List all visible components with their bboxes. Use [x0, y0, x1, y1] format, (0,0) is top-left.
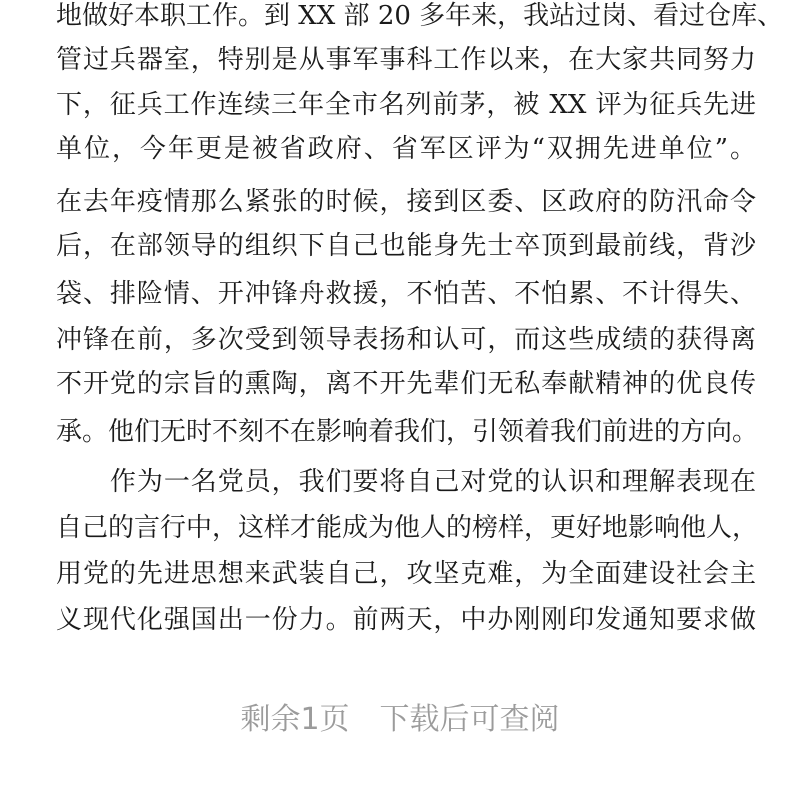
text-line: 作为一名党员，我们要将自己对党的认识和理解表现在 — [56, 467, 756, 497]
remaining-pages-notice: 剩余1页 下载后可查阅 — [240, 702, 560, 737]
text-line: 用党的先进思想来武装自己，攻坚克难，为全面建设社会主 — [56, 559, 756, 589]
text-line: 承。他们无时不刻不在影响着我们，引领着我们前进的方向。 — [56, 417, 759, 447]
text-line: 下，征兵工作连续三年全市名列前茅，被 XX 评为征兵先进 — [56, 90, 756, 120]
text-line: 袋、排险情、开冲锋舟救援，不怕苦、不怕累、不计得失、 — [56, 279, 756, 309]
text-line: 冲锋在前，多次受到领导表扬和认可，而这些成绩的获得离 — [56, 325, 756, 355]
text-line: 在去年疫情那么紧张的时候，接到区委、区政府的防汛命令 — [56, 187, 756, 217]
text-line: 自己的言行中，这样才能成为他人的榜样，更好地影响他人， — [56, 513, 759, 543]
text-line: 不开党的宗旨的熏陶，离不开先辈们无私奉献精神的优良传 — [56, 369, 756, 399]
text-line: 义现代化强国出一份力。前两天，中办刚刚印发通知要求做 — [56, 605, 756, 635]
text-line: 地做好本职工作。到 XX 部 20 多年来，我站过岗、看过仓库、 — [56, 1, 784, 31]
text-line: 后，在部领导的组织下自己也能身先士卒顶到最前线，背沙 — [56, 231, 756, 261]
text-line: 管过兵器室，特别是从事军事科工作以来，在大家共同努力 — [56, 45, 756, 75]
text-line: 单位，今年更是被省政府、省军区评为“双拥先进单位”。 — [56, 134, 756, 164]
